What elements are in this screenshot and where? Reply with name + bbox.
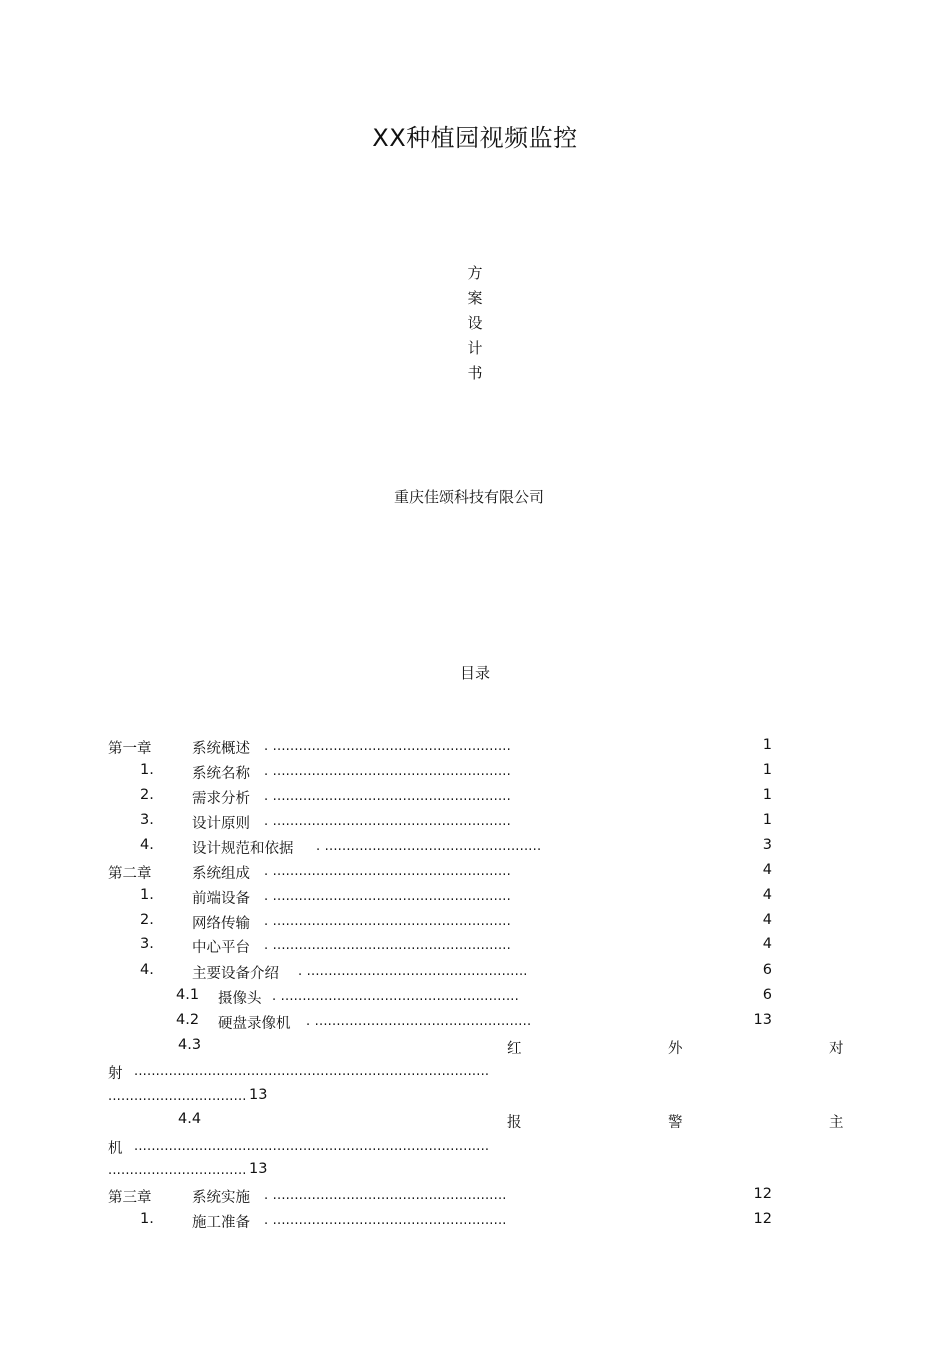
toc-entry-number: 第一章 — [108, 741, 152, 757]
toc-entry-number: 4.3 — [178, 1037, 202, 1053]
toc-entry-char: 对 — [829, 1041, 844, 1057]
company-name: 重庆佳颂科技有限公司 — [393, 488, 544, 506]
toc-entry-page: 4 — [762, 936, 772, 952]
subtitle-char: 计 — [467, 339, 483, 357]
toc-entry-number: 2. — [140, 912, 154, 928]
toc-entry-label: 摄像头 — [218, 991, 262, 1007]
toc-entry-label: 施工准备 — [192, 1215, 250, 1231]
subtitle-char: 书 — [467, 364, 483, 382]
toc-entry-char: 红 — [507, 1041, 522, 1057]
toc-heading: 目录 — [459, 664, 490, 682]
toc-entry-label: 设计原则 — [192, 816, 250, 832]
toc-entry-number: 3. — [140, 936, 154, 952]
subtitle-char: 设 — [467, 314, 483, 332]
toc-entry-page: 12 — [753, 1211, 772, 1227]
toc-entry-page: 13 — [753, 1012, 772, 1028]
toc-entry-label: 中心平台 — [192, 940, 250, 956]
toc-entry-page: 1 — [762, 812, 772, 828]
toc-entry-number: 4. — [140, 837, 154, 853]
toc-entry-page: 3 — [762, 837, 772, 853]
toc-leader-dots: . ....................................................... — [264, 889, 511, 904]
toc-leader-dots: . .................................................. — [316, 839, 542, 854]
toc-entry-label: 主要设备介绍 — [192, 966, 279, 982]
toc-entry-page: 6 — [762, 987, 772, 1003]
toc-leader-dots: . ....................................................... — [264, 789, 511, 804]
toc-leader-dots: . ...................................................... — [264, 1188, 507, 1203]
toc-entry-label: 系统名称 — [192, 766, 250, 782]
toc-entry-number: 3. — [140, 812, 154, 828]
toc-entry-char: 警 — [668, 1115, 683, 1131]
toc-leader-dots: ................................ — [108, 1163, 247, 1178]
toc-entry-page: 1 — [762, 787, 772, 803]
subtitle-char: 案 — [467, 289, 483, 307]
toc-entry-page: 1 — [762, 737, 772, 753]
toc-leader-dots: . ...................................................... — [264, 1213, 507, 1228]
toc-entry-page: 1 — [762, 762, 772, 778]
toc-leader-dots: . ....................................................... — [264, 764, 511, 779]
toc-entry-number: 1. — [140, 887, 154, 903]
toc-leader-dots: . ....................................................... — [264, 914, 511, 929]
toc-entry-number: 第三章 — [108, 1190, 152, 1206]
toc-entry-number: 1. — [140, 762, 154, 778]
toc-leader-dots: . ................................................... — [298, 964, 528, 979]
toc-entry-label: 系统概述 — [192, 741, 250, 757]
toc-leader-dots: . ....................................................... — [264, 864, 511, 879]
toc-entry-page: 4 — [762, 887, 772, 903]
toc-entry-label: 需求分析 — [192, 791, 250, 807]
toc-entry-number: 4.2 — [176, 1012, 200, 1028]
toc-entry-number: 第二章 — [108, 866, 152, 882]
toc-entry-number: 4. — [140, 962, 154, 978]
toc-entry-label: 网络传输 — [192, 916, 250, 932]
toc-entry-number: 4.1 — [176, 987, 200, 1003]
toc-entry-page: 4 — [762, 862, 772, 878]
toc-entry-number: 2. — [140, 787, 154, 803]
toc-entry-label: 设计规范和依据 — [192, 841, 294, 857]
toc-entry-label: 系统实施 — [192, 1190, 250, 1206]
toc-entry-label: 系统组成 — [192, 866, 250, 882]
toc-leader-dots: .................................................................................. — [134, 1139, 490, 1154]
toc-leader-dots: ................................ — [108, 1089, 247, 1104]
toc-entry-char: 报 — [507, 1115, 522, 1131]
toc-entry-label: 硬盘录像机 — [218, 1016, 291, 1032]
subtitle-char: 方 — [467, 264, 483, 282]
toc-entry-page: 6 — [762, 962, 772, 978]
toc-entry-number: 4.4 — [178, 1111, 202, 1127]
toc-leader-dots: . ....................................................... — [264, 814, 511, 829]
document-title: XX种植园视频监控 — [372, 124, 578, 152]
toc-entry-page: 13 — [249, 1161, 268, 1177]
toc-entry-label: 前端设备 — [192, 891, 250, 907]
toc-entry-page: 12 — [753, 1186, 772, 1202]
toc-leader-dots: . ....................................................... — [272, 989, 519, 1004]
toc-entry-char: 主 — [829, 1115, 844, 1131]
toc-entry-page: 4 — [762, 912, 772, 928]
toc-entry-char: 射 — [108, 1066, 123, 1082]
toc-leader-dots: . ....................................................... — [264, 938, 511, 953]
toc-entry-number: 1. — [140, 1211, 154, 1227]
toc-leader-dots: . .................................................. — [306, 1014, 532, 1029]
toc-leader-dots: . ....................................................... — [264, 739, 511, 754]
toc-leader-dots: .................................................................................. — [134, 1064, 490, 1079]
toc-entry-char: 外 — [668, 1041, 683, 1057]
toc-entry-page: 13 — [249, 1087, 268, 1103]
toc-entry-char: 机 — [108, 1141, 123, 1157]
